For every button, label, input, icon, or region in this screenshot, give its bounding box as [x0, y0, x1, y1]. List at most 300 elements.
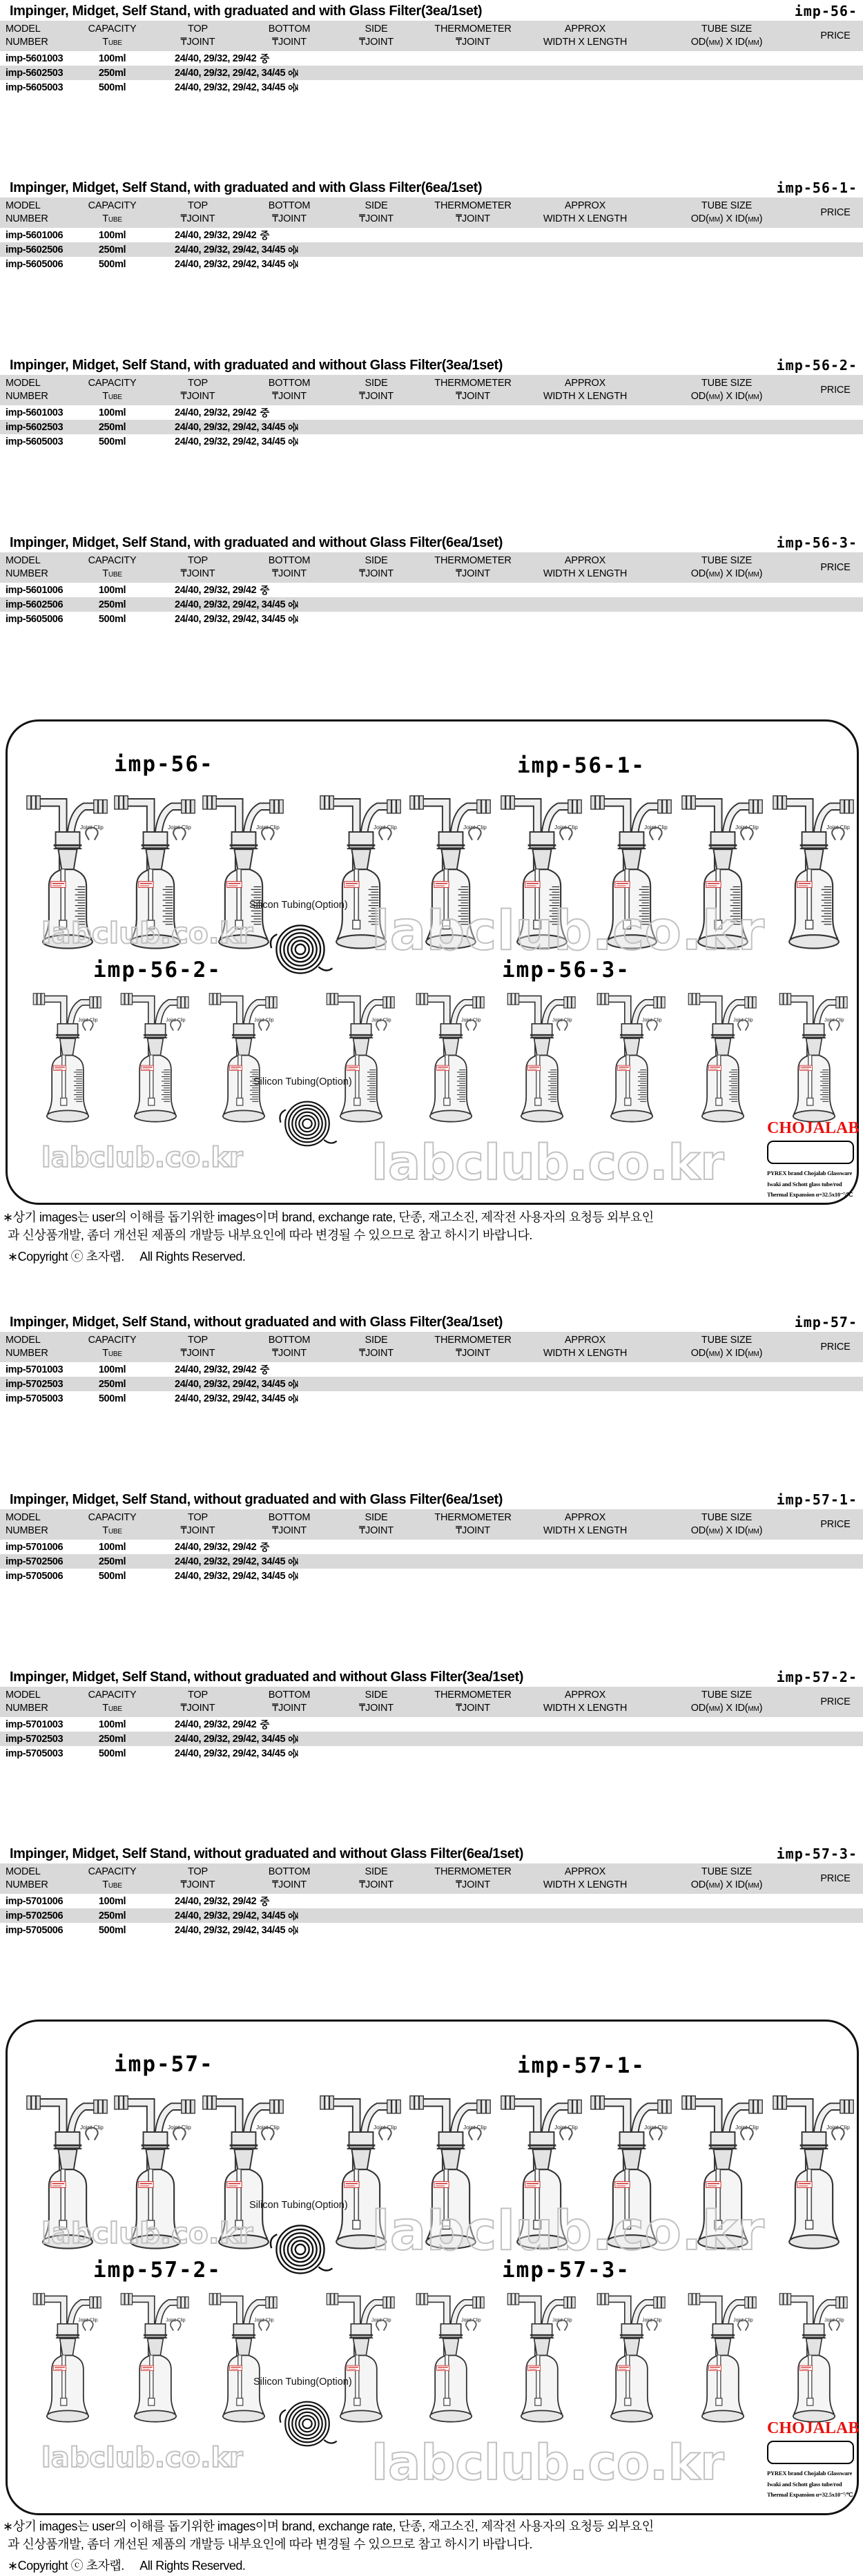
- logo-frame-box: [767, 2441, 854, 2464]
- table-titlebar: [0, 1846, 863, 1863]
- capacity-cell: 100ml: [98, 1364, 126, 1375]
- column-header: TOP ₸JOINT: [180, 1335, 215, 1359]
- column-header: APPROX WIDTH X LENGTH: [543, 378, 628, 402]
- table-row: [0, 1391, 863, 1406]
- notice-block: [3, 1208, 862, 1266]
- model-number-cell: imp-5605003: [6, 81, 64, 93]
- figure-group-label: imp-56-2-: [93, 958, 222, 982]
- silicon-tubing-coil: [266, 2218, 335, 2281]
- table-code: imp-57-2-: [776, 1669, 857, 1685]
- table-title: Impinger, Midget, Self Stand, with graduated and with Glass Filter(3ea/1set): [10, 3, 483, 19]
- table-row: [0, 1377, 863, 1391]
- labclub-watermark: [369, 2430, 756, 2495]
- model-number-cell: imp-5601006: [6, 584, 64, 596]
- table-titlebar: [0, 3, 863, 21]
- column-header: SIDE ₸JOINT: [359, 1866, 394, 1890]
- joint-suffix: 중: [260, 1720, 269, 1731]
- capacity-cell: 100ml: [98, 1718, 126, 1730]
- model-number-cell: imp-5605006: [6, 258, 64, 270]
- capacity-cell: 250ml: [98, 1556, 126, 1567]
- silicon-tubing-coil: [275, 1094, 339, 1153]
- capacity-cell: 250ml: [98, 1910, 126, 1921]
- column-header: THERMOMETER ₸JOINT: [434, 1512, 512, 1536]
- svg-text:labclub.co.kr: labclub.co.kr: [41, 2442, 243, 2474]
- joint-suffix: 중: [287, 1748, 298, 1759]
- column-header: TUBE SIZE OD(mm) X ID(mm): [690, 200, 763, 224]
- joint-suffix: 중: [287, 1734, 298, 1744]
- labclub-watermark: [39, 1139, 253, 1177]
- column-header: TUBE SIZE OD(mm) X ID(mm): [690, 378, 763, 402]
- column-header: THERMOMETER ₸JOINT: [434, 1689, 512, 1714]
- table-code: imp-56-3-: [776, 534, 857, 551]
- column-header: APPROX WIDTH X LENGTH: [543, 23, 628, 48]
- table-header-row: [0, 375, 863, 405]
- silicon-tubing-label: Silicon Tubing(Option): [249, 2200, 348, 2211]
- svg-text:labclub.co.kr: labclub.co.kr: [41, 1142, 243, 1174]
- capacity-cell: 100ml: [98, 52, 126, 64]
- column-header: THERMOMETER ₸JOINT: [434, 1335, 512, 1359]
- capacity-cell: 250ml: [98, 599, 126, 610]
- copyright-line: ∗Copyright ⓒ 초자랩. All Rights Reserved.: [8, 2559, 246, 2573]
- model-number-cell: imp-5705003: [6, 1393, 64, 1404]
- table-code: imp-57-3-: [776, 1846, 857, 1862]
- column-header: BOTTOM ₸JOINT: [268, 1335, 311, 1359]
- capacity-cell: 500ml: [98, 613, 126, 625]
- chojalab-logo: [767, 1119, 860, 1201]
- joint-suffix: 중: [287, 614, 298, 624]
- table-code: imp-57-1-: [776, 1491, 857, 1508]
- joints-cell: 24/40, 29/32, 29/42, 34/45 중: [148, 1908, 525, 1923]
- product-table: [0, 1846, 863, 1937]
- column-header: TOP ₸JOINT: [180, 378, 215, 402]
- column-header: APPROX WIDTH X LENGTH: [543, 200, 628, 224]
- column-header: SIDE ₸JOINT: [359, 23, 394, 48]
- table-header-row: [0, 21, 863, 51]
- table-row: [0, 1554, 863, 1569]
- table-header-row: [0, 1332, 863, 1362]
- column-header: CAPACITY Tube: [88, 1689, 137, 1714]
- logo-caption: [767, 2468, 857, 2501]
- impinger-bottle-illustration: [207, 987, 280, 1133]
- column-header: CAPACITY Tube: [88, 555, 137, 579]
- column-header: CAPACITY Tube: [88, 378, 137, 402]
- svg-text:labclub.co.kr: labclub.co.kr: [371, 2434, 724, 2491]
- table-title: Impinger, Midget, Self Stand, without graduated and without Glass Filter(6ea/1set): [10, 1846, 523, 1861]
- capacity-cell: 500ml: [98, 1570, 126, 1582]
- table-title: Impinger, Midget, Self Stand, without graduated and with Glass Filter(6ea/1set): [10, 1492, 503, 1507]
- joint-suffix: 중: [260, 1897, 269, 1908]
- joint-suffix: 중: [287, 436, 298, 447]
- column-header: PRICE: [820, 1518, 851, 1530]
- model-number-cell: imp-5705006: [6, 1924, 64, 1936]
- joint-suffix: 중: [260, 54, 269, 65]
- column-header: TOP ₸JOINT: [180, 1689, 215, 1714]
- column-header: PRICE: [820, 1696, 851, 1707]
- table-row: [0, 1569, 863, 1583]
- table-row: [0, 257, 863, 271]
- joints-cell: 24/40, 29/32, 29/42, 34/45 중: [148, 1732, 525, 1746]
- capacity-cell: 500ml: [98, 1747, 126, 1759]
- joint-suffix: 중: [287, 599, 298, 610]
- table-row: [0, 66, 863, 80]
- model-number-cell: imp-5702506: [6, 1556, 64, 1567]
- logo-caption-line: PYREX brand Chojalab Glassware: [767, 2470, 853, 2477]
- column-header: TUBE SIZE OD(mm) X ID(mm): [690, 1689, 763, 1714]
- svg-text:labclub.co.kr: labclub.co.kr: [41, 916, 253, 950]
- figure-group-label: imp-56-1-: [517, 753, 646, 778]
- table-row: [0, 80, 863, 95]
- joints-cell: 24/40, 29/32, 29/42, 34/45 중: [148, 1923, 525, 1937]
- column-header: APPROX WIDTH X LENGTH: [543, 1335, 628, 1359]
- column-header: MODEL NUMBER: [6, 378, 48, 402]
- capacity-cell: 500ml: [98, 1924, 126, 1936]
- column-header: APPROX WIDTH X LENGTH: [543, 1689, 628, 1714]
- model-number-cell: imp-5605003: [6, 436, 64, 447]
- column-header: BOTTOM ₸JOINT: [268, 1689, 311, 1714]
- column-header: THERMOMETER ₸JOINT: [434, 1866, 512, 1890]
- joints-cell: 24/40, 29/32, 29/42, 34/45 중: [148, 242, 525, 257]
- logo-caption-line: Thermal Expansion α=32.5x10⁻⁷/℃: [767, 2491, 853, 2499]
- model-number-cell: imp-5702506: [6, 1910, 64, 1921]
- notice-line-1: ∗상기 images는 user의 이해를 돕기위한 images이며 brand, exchange rate, 단종, 재고소진, 제작전 사용자의 요청등 외부요인: [3, 1210, 654, 1224]
- joint-suffix: 중: [260, 408, 269, 419]
- table-row: [0, 405, 863, 420]
- table-code: imp-57-: [794, 1314, 857, 1330]
- column-header: SIDE ₸JOINT: [359, 555, 394, 579]
- logo-caption-line: Thermal Expansion α=32.5x10⁻⁷/℃: [767, 1191, 853, 1199]
- table-code: imp-56-2-: [776, 357, 857, 374]
- model-number-cell: imp-5705003: [6, 1747, 64, 1759]
- silicon-tubing-coil: [275, 2394, 339, 2453]
- model-number-cell: imp-5702503: [6, 1733, 64, 1745]
- table-title: Impinger, Midget, Self Stand, without graduated and without Glass Filter(3ea/1set): [10, 1669, 523, 1685]
- joints-cell: 24/40, 29/32, 29/42 중: [148, 228, 525, 242]
- table-header-row: [0, 552, 863, 583]
- column-header: SIDE ₸JOINT: [359, 1512, 394, 1536]
- joint-suffix: 중: [287, 1393, 298, 1404]
- table-code: imp-56-1-: [776, 180, 857, 196]
- column-header: BOTTOM ₸JOINT: [268, 1866, 311, 1890]
- table-title: Impinger, Midget, Self Stand, without graduated and with Glass Filter(3ea/1set): [10, 1315, 503, 1330]
- joints-cell: 24/40, 29/32, 29/42, 34/45 중: [148, 1569, 525, 1583]
- figure-group-label: imp-56-: [114, 752, 214, 777]
- column-header: CAPACITY Tube: [88, 23, 137, 48]
- column-header: TUBE SIZE OD(mm) X ID(mm): [690, 23, 763, 48]
- table-header-row: [0, 1863, 863, 1894]
- notice-line-2: 과 신상품개발, 좀더 개선된 제품의 개발등 내부요인에 따라 변경될 수 있으므로 참고 하시기 바랍니다.: [8, 1228, 532, 1242]
- table-row: [0, 1746, 863, 1761]
- notice-block: [3, 2517, 862, 2575]
- joint-suffix: 중: [260, 1365, 269, 1376]
- joint-suffix: 중: [287, 68, 298, 78]
- impinger-bottle-illustration: [207, 2287, 280, 2433]
- column-header: TUBE SIZE OD(mm) X ID(mm): [690, 1512, 763, 1536]
- capacity-cell: 100ml: [98, 407, 126, 418]
- table-titlebar: [0, 1314, 863, 1332]
- logo-frame-box: [767, 1141, 854, 1164]
- labclub-watermark: [369, 2194, 797, 2265]
- logo-caption-line: Iwaki and Schott glass tube/rod: [767, 1180, 842, 1188]
- product-figure-box: [6, 2020, 859, 2515]
- column-header: CAPACITY Tube: [88, 200, 137, 224]
- column-header: MODEL NUMBER: [6, 23, 48, 48]
- joints-cell: 24/40, 29/32, 29/42, 34/45 중: [148, 80, 525, 95]
- labclub-watermark: [39, 2439, 253, 2477]
- joint-suffix: 중: [287, 1556, 298, 1567]
- model-number-cell: imp-5601006: [6, 229, 64, 241]
- column-header: PRICE: [820, 30, 851, 41]
- column-header: THERMOMETER ₸JOINT: [434, 555, 512, 579]
- model-number-cell: imp-5702503: [6, 1378, 64, 1390]
- joint-suffix: 중: [287, 259, 298, 269]
- joints-cell: 24/40, 29/32, 29/42 중: [148, 1717, 525, 1732]
- joints-cell: 24/40, 29/32, 29/42 중: [148, 1362, 525, 1377]
- column-header: TOP ₸JOINT: [180, 1866, 215, 1890]
- joints-cell: 24/40, 29/32, 29/42 중: [148, 405, 525, 420]
- model-number-cell: imp-5602503: [6, 67, 64, 79]
- product-table: [0, 1491, 863, 1583]
- model-number-cell: imp-5701003: [6, 1364, 64, 1375]
- impinger-bottle-illustration: [777, 2287, 851, 2433]
- model-number-cell: imp-5602506: [6, 244, 64, 255]
- table-row: [0, 51, 863, 66]
- column-header: SIDE ₸JOINT: [359, 378, 394, 402]
- column-header: SIDE ₸JOINT: [359, 1335, 394, 1359]
- figure-group-label: imp-57-1-: [517, 2053, 646, 2078]
- column-header: BOTTOM ₸JOINT: [268, 1512, 311, 1536]
- labclub-watermark: [369, 894, 797, 965]
- capacity-cell: 250ml: [98, 1378, 126, 1390]
- product-figure-box: [6, 719, 859, 1205]
- table-titlebar: [0, 180, 863, 197]
- silicon-tubing-coil: [266, 918, 335, 981]
- joints-cell: 24/40, 29/32, 29/42, 34/45 중: [148, 1391, 525, 1406]
- column-header: TUBE SIZE OD(mm) X ID(mm): [690, 1335, 763, 1359]
- model-number-cell: imp-5701006: [6, 1895, 64, 1907]
- column-header: PRICE: [820, 384, 851, 396]
- capacity-cell: 500ml: [98, 436, 126, 447]
- chojalab-logo-text: CHOJALAB: [767, 2419, 860, 2437]
- column-header: SIDE ₸JOINT: [359, 200, 394, 224]
- model-number-cell: imp-5602506: [6, 599, 64, 610]
- impinger-bottle-illustration: [119, 987, 192, 1133]
- column-header: TOP ₸JOINT: [180, 200, 215, 224]
- column-header: BOTTOM ₸JOINT: [268, 555, 311, 579]
- column-header: MODEL NUMBER: [6, 555, 48, 579]
- table-title: Impinger, Midget, Self Stand, with graduated and without Glass Filter(6ea/1set): [10, 535, 503, 550]
- column-header: APPROX WIDTH X LENGTH: [543, 1512, 628, 1536]
- capacity-cell: 500ml: [98, 258, 126, 270]
- joints-cell: 24/40, 29/32, 29/42 중: [148, 51, 525, 66]
- notice-line-2: 과 신상품개발, 좀더 개선된 제품의 개발등 내부요인에 따라 변경될 수 있으므로 참고 하시기 바랍니다.: [8, 2537, 532, 2551]
- svg-text:labclub.co.kr: labclub.co.kr: [41, 2216, 253, 2250]
- column-header: TUBE SIZE OD(mm) X ID(mm): [690, 1866, 763, 1890]
- silicon-tubing-label: Silicon Tubing(Option): [253, 2376, 352, 2388]
- joints-cell: 24/40, 29/32, 29/42, 34/45 중: [148, 597, 525, 612]
- joints-cell: 24/40, 29/32, 29/42, 34/45 중: [148, 1554, 525, 1569]
- model-number-cell: imp-5701006: [6, 1541, 64, 1553]
- joints-cell: 24/40, 29/32, 29/42, 34/45 중: [148, 1746, 525, 1761]
- joints-cell: 24/40, 29/32, 29/42 중: [148, 1894, 525, 1908]
- product-table: [0, 357, 863, 449]
- joints-cell: 24/40, 29/32, 29/42 중: [148, 583, 525, 597]
- logo-caption-line: PYREX brand Chojalab Glassware: [767, 1170, 853, 1176]
- impinger-bottle-illustration: [414, 2287, 487, 2433]
- capacity-cell: 500ml: [98, 1393, 126, 1404]
- column-header: BOTTOM ₸JOINT: [268, 23, 311, 48]
- joint-suffix: 중: [287, 1379, 298, 1389]
- joint-suffix: 중: [260, 231, 269, 242]
- column-header: MODEL NUMBER: [6, 1512, 48, 1536]
- joints-cell: 24/40, 29/32, 29/42, 34/45 중: [148, 420, 525, 434]
- column-header: APPROX WIDTH X LENGTH: [543, 555, 628, 579]
- joint-suffix: 중: [260, 585, 269, 597]
- table-title: Impinger, Midget, Self Stand, with graduated and with Glass Filter(6ea/1set): [10, 180, 483, 195]
- figure-group-label: imp-56-3-: [502, 958, 630, 982]
- column-header: TUBE SIZE OD(mm) X ID(mm): [690, 555, 763, 579]
- column-header: PRICE: [820, 1341, 851, 1353]
- labclub-watermark: [369, 1130, 756, 1195]
- capacity-cell: 250ml: [98, 244, 126, 255]
- joint-suffix: 중: [260, 1542, 269, 1553]
- joint-suffix: 중: [287, 1910, 298, 1921]
- impinger-bottle-illustration: [414, 987, 487, 1133]
- column-header: APPROX WIDTH X LENGTH: [543, 1866, 628, 1890]
- column-header: CAPACITY Tube: [88, 1866, 137, 1890]
- column-header: BOTTOM ₸JOINT: [268, 200, 311, 224]
- table-titlebar: [0, 534, 863, 552]
- table-row: [0, 1923, 863, 1937]
- joints-cell: 24/40, 29/32, 29/42 중: [148, 1540, 525, 1554]
- joint-suffix: 중: [287, 1571, 298, 1581]
- impinger-bottle-illustration: [595, 2287, 668, 2433]
- column-header: MODEL NUMBER: [6, 200, 48, 224]
- logo-caption: [767, 1168, 857, 1201]
- column-header: TOP ₸JOINT: [180, 1512, 215, 1536]
- labclub-watermark: [39, 2214, 267, 2254]
- product-table: [0, 180, 863, 271]
- svg-text:labclub.co.kr: labclub.co.kr: [371, 1134, 724, 1191]
- table-row: [0, 1894, 863, 1908]
- silicon-tubing-label: Silicon Tubing(Option): [249, 900, 348, 911]
- joints-cell: 24/40, 29/32, 29/42, 34/45 중: [148, 1377, 525, 1391]
- column-header: THERMOMETER ₸JOINT: [434, 200, 512, 224]
- impinger-bottle-illustration: [686, 2287, 759, 2433]
- column-header: MODEL NUMBER: [6, 1866, 48, 1890]
- model-number-cell: imp-5602503: [6, 421, 64, 433]
- table-row: [0, 1362, 863, 1377]
- joints-cell: 24/40, 29/32, 29/42, 34/45 중: [148, 257, 525, 271]
- table-row: [0, 228, 863, 242]
- capacity-cell: 100ml: [98, 229, 126, 241]
- joint-suffix: 중: [287, 422, 298, 432]
- figure-group-label: imp-57-3-: [502, 2258, 630, 2283]
- column-header: TOP ₸JOINT: [180, 555, 215, 579]
- model-number-cell: imp-5705006: [6, 1570, 64, 1582]
- impinger-bottle-illustration: [777, 987, 851, 1133]
- table-row: [0, 1732, 863, 1746]
- table-header-row: [0, 1509, 863, 1540]
- joint-suffix: 중: [287, 1925, 298, 1935]
- joint-suffix: 중: [287, 82, 298, 93]
- column-header: PRICE: [820, 206, 851, 218]
- table-row: [0, 612, 863, 626]
- table-row: [0, 597, 863, 612]
- table-row: [0, 242, 863, 257]
- impinger-bottle-illustration: [31, 987, 104, 1133]
- table-row: [0, 420, 863, 434]
- svg-text:labclub.co.kr: labclub.co.kr: [371, 2200, 764, 2263]
- table-row: [0, 1540, 863, 1554]
- capacity-cell: 500ml: [98, 81, 126, 93]
- table-row: [0, 1908, 863, 1923]
- labclub-watermark: [39, 913, 267, 953]
- impinger-bottle-illustration: [686, 987, 759, 1133]
- product-table: [0, 1669, 863, 1761]
- column-header: TOP ₸JOINT: [180, 23, 215, 48]
- table-title: Impinger, Midget, Self Stand, with graduated and without Glass Filter(3ea/1set): [10, 358, 503, 373]
- chojalab-logo-text: CHOJALAB: [767, 1119, 860, 1137]
- joints-cell: 24/40, 29/32, 29/42, 34/45 중: [148, 612, 525, 626]
- impinger-bottle-illustration: [505, 987, 579, 1133]
- model-number-cell: imp-5605006: [6, 613, 64, 625]
- copyright-line: ∗Copyright ⓒ 초자랩. All Rights Reserved.: [8, 1250, 246, 1263]
- model-number-cell: imp-5601003: [6, 52, 64, 64]
- table-header-row: [0, 1687, 863, 1717]
- svg-text:labclub.co.kr: labclub.co.kr: [371, 900, 764, 962]
- column-header: THERMOMETER ₸JOINT: [434, 23, 512, 48]
- table-titlebar: [0, 1669, 863, 1687]
- joint-suffix: 중: [287, 244, 298, 255]
- capacity-cell: 250ml: [98, 67, 126, 79]
- chojalab-logo: [767, 2419, 860, 2501]
- table-row: [0, 1717, 863, 1732]
- table-header-row: [0, 197, 863, 228]
- model-number-cell: imp-5601003: [6, 407, 64, 418]
- model-number-cell: imp-5701003: [6, 1718, 64, 1730]
- capacity-cell: 100ml: [98, 1541, 126, 1553]
- capacity-cell: 100ml: [98, 1895, 126, 1907]
- column-header: CAPACITY Tube: [88, 1512, 137, 1536]
- figure-group-label: imp-57-2-: [93, 2258, 222, 2283]
- column-header: SIDE ₸JOINT: [359, 1689, 394, 1714]
- column-header: THERMOMETER ₸JOINT: [434, 378, 512, 402]
- product-table: [0, 1314, 863, 1406]
- impinger-bottle-illustration: [595, 987, 668, 1133]
- column-header: PRICE: [820, 1872, 851, 1884]
- capacity-cell: 100ml: [98, 584, 126, 596]
- joints-cell: 24/40, 29/32, 29/42, 34/45 중: [148, 434, 525, 449]
- impinger-bottle-illustration: [119, 2287, 192, 2433]
- notice-line-1: ∗상기 images는 user의 이해를 돕기위한 images이며 brand, exchange rate, 단종, 재고소진, 제작전 사용자의 요청등 외부요인: [3, 2519, 654, 2533]
- logo-caption-line: Iwaki and Schott glass tube/rod: [767, 2480, 842, 2488]
- silicon-tubing-label: Silicon Tubing(Option): [253, 1076, 352, 1087]
- column-header: MODEL NUMBER: [6, 1335, 48, 1359]
- column-header: BOTTOM ₸JOINT: [268, 378, 311, 402]
- product-table: [0, 534, 863, 626]
- column-header: MODEL NUMBER: [6, 1689, 48, 1714]
- capacity-cell: 250ml: [98, 421, 126, 433]
- column-header: PRICE: [820, 561, 851, 573]
- table-row: [0, 434, 863, 449]
- table-titlebar: [0, 1491, 863, 1509]
- column-header: CAPACITY Tube: [88, 1335, 137, 1359]
- table-code: imp-56-: [794, 3, 857, 19]
- table-titlebar: [0, 357, 863, 375]
- capacity-cell: 250ml: [98, 1733, 126, 1745]
- impinger-bottle-illustration: [31, 2287, 104, 2433]
- table-row: [0, 583, 863, 597]
